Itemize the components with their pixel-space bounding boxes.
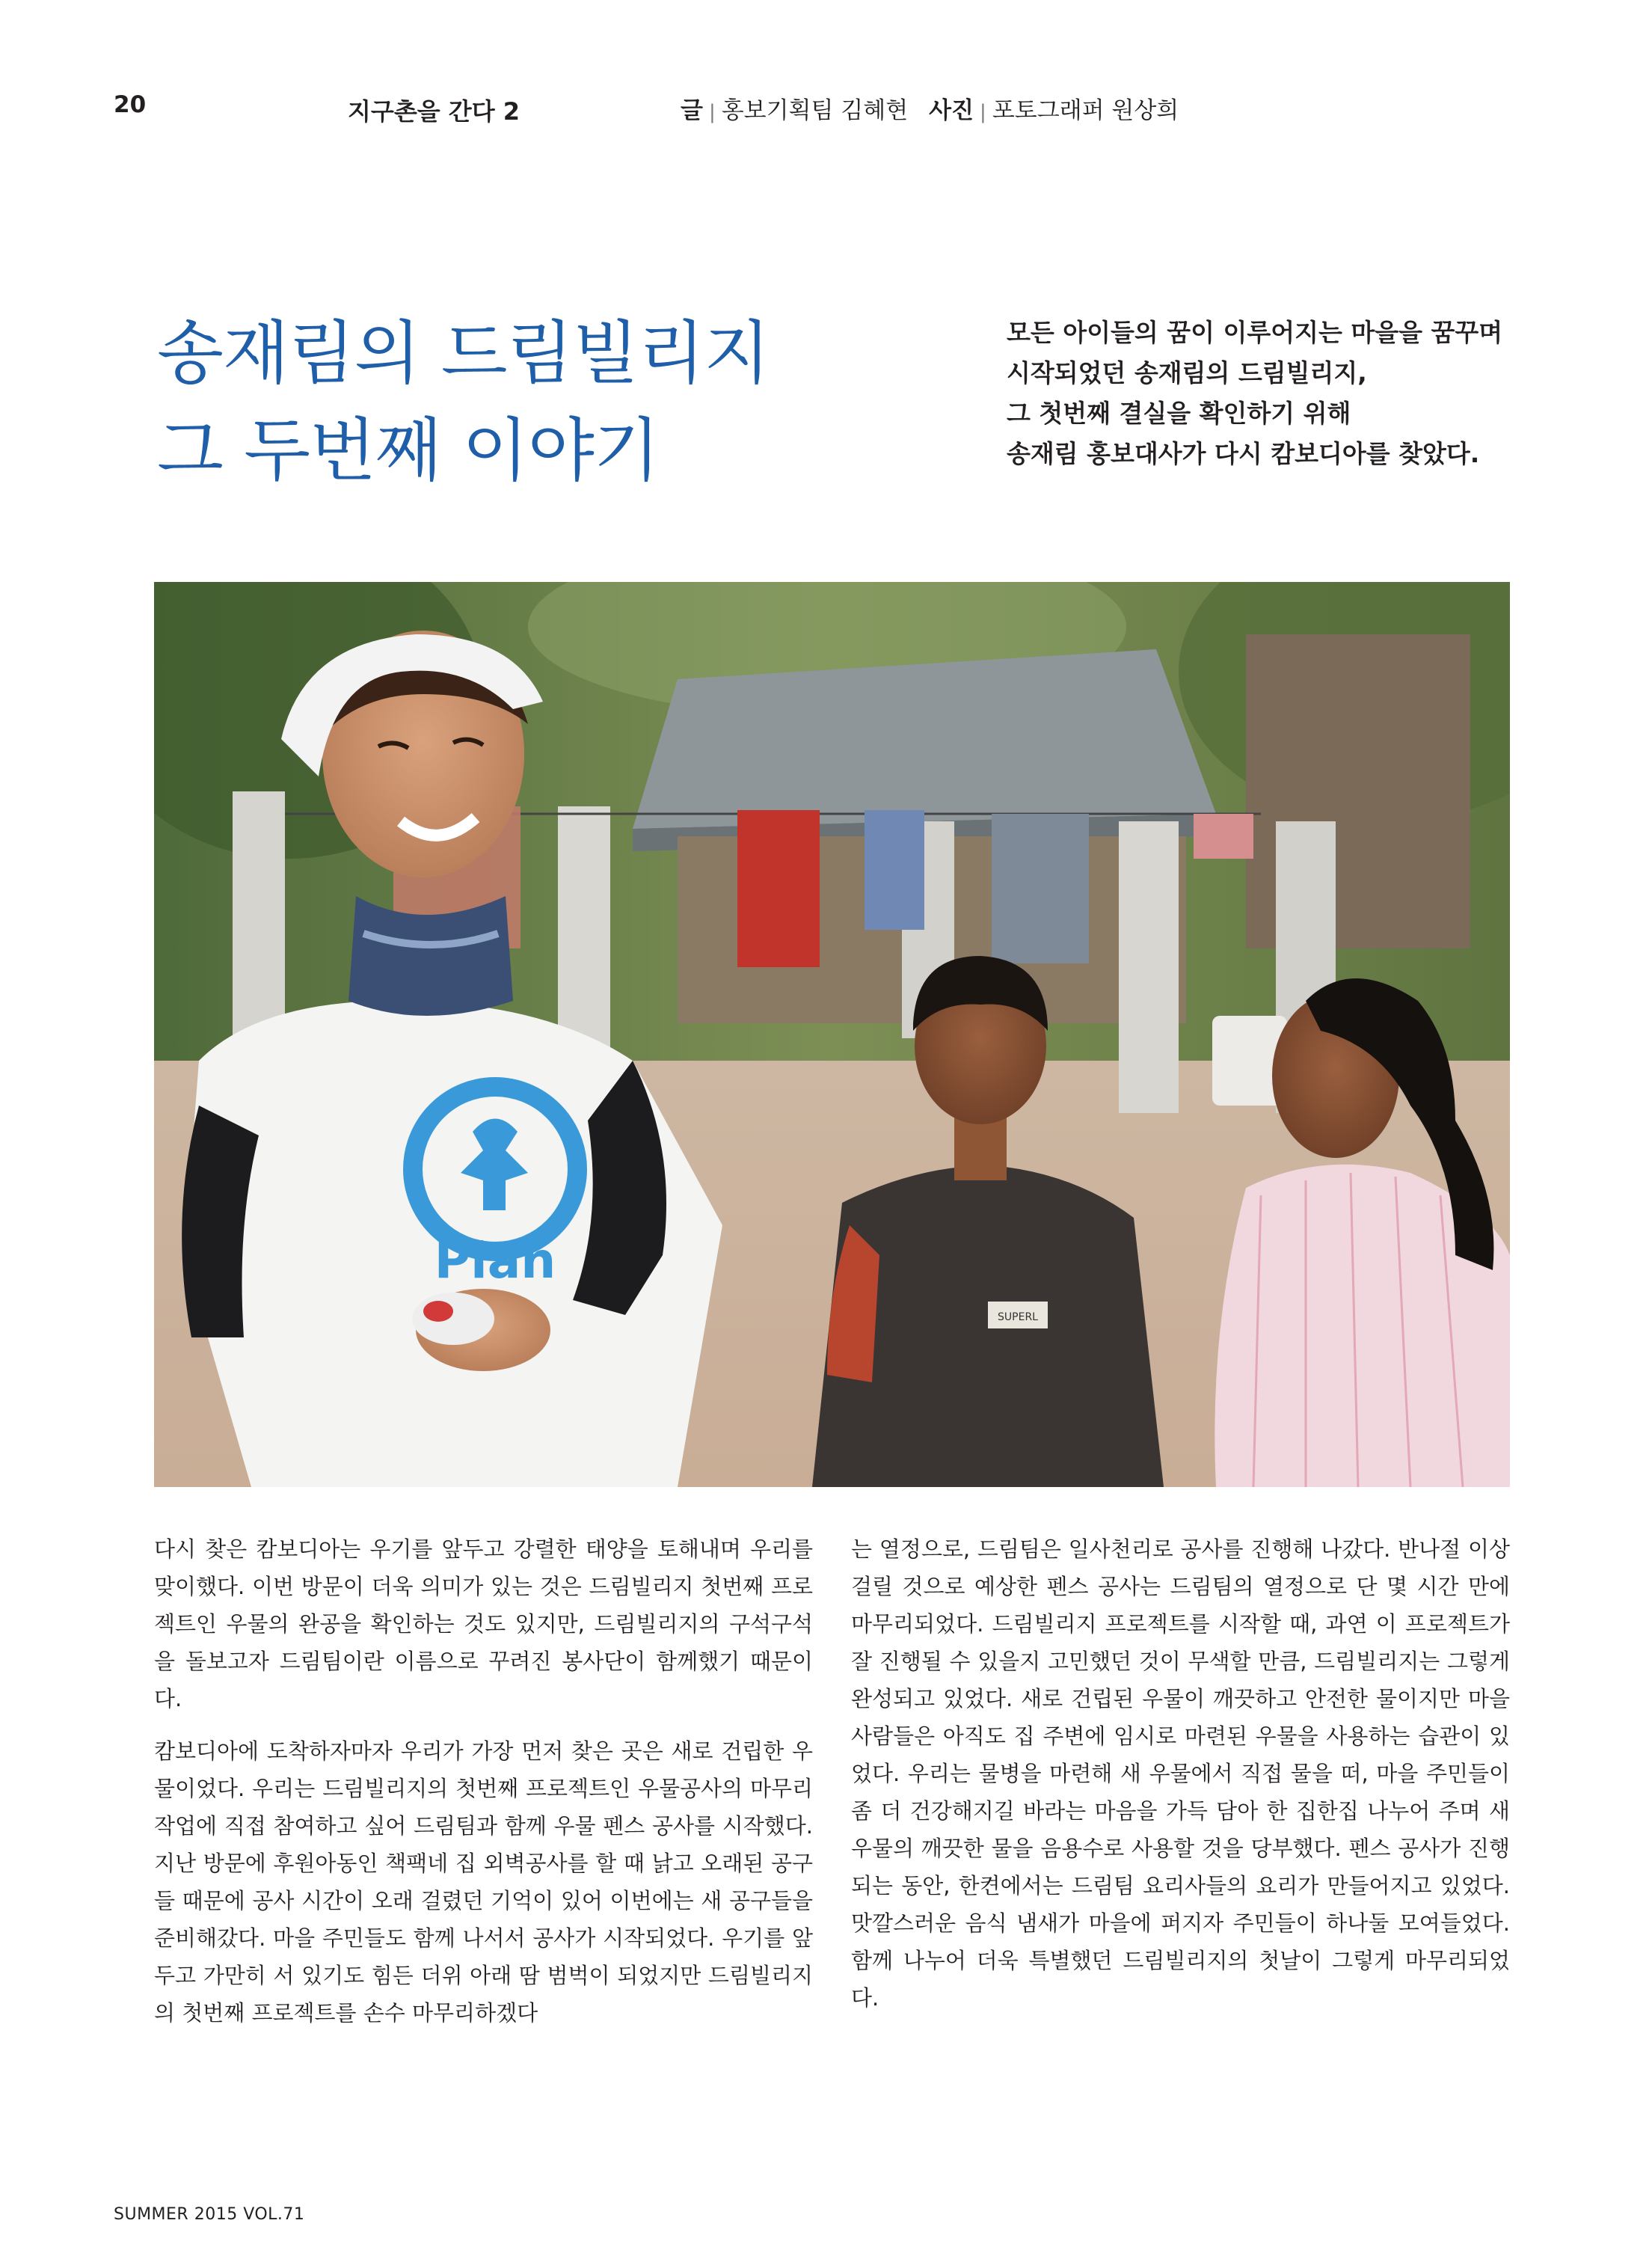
credit-separator: | xyxy=(980,101,986,123)
photographer-name: 포토그래퍼 원상희 xyxy=(992,97,1179,124)
feature-photo xyxy=(154,582,1510,1487)
article-title-line-1: 송재림의 드림빌리지 xyxy=(157,313,770,393)
page-number: 20 xyxy=(114,91,147,118)
lead-line-3: 그 첫번째 결실을 확인하기 위해 xyxy=(1007,399,1351,428)
lead-line-1: 모든 아이들의 꿈이 이루어지는 마을을 꿈꾸며 xyxy=(1007,318,1503,347)
body-paragraph-1: 다시 찾은 캄보디아는 우기를 앞두고 강렬한 태양을 토해내며 우리를 맞이했다. 이번 방문이 더욱 의미가 있는 것은 드림빌리지 첫번째 프로젝트인 우물의 완공을 확인하는 것도 있지만, 드림빌리지의 구석구석을 돌보고자 드림팀이란 이름으로 꾸려진 봉사단이 함께했기 때문이다. xyxy=(154,1536,813,1711)
lead-line-2: 시작되었던 송재림의 드림빌리지, xyxy=(1007,358,1367,387)
section-label: 지구촌을 간다 2 xyxy=(348,97,521,126)
issue-footer: SUMMER 2015 VOL.71 xyxy=(114,2205,305,2224)
body-column-right xyxy=(851,1530,1510,2032)
article-title xyxy=(157,305,890,500)
writer-label: 글 xyxy=(681,97,703,124)
lead-line-4: 송재림 홍보대사가 다시 캄보디아를 찾았다. xyxy=(1007,439,1480,468)
photo-label: 사진 xyxy=(929,97,974,124)
shirt-tag-text: SUPERL xyxy=(998,1311,1038,1323)
lead-paragraph xyxy=(1007,313,1545,474)
plan-logo-text: Plan xyxy=(434,1232,556,1290)
body-paragraph-3: 는 열정으로, 드림팀은 일사천리로 공사를 진행해 나갔다. 반나절 이상 걸릴 것으로 예상한 펜스 공사는 드림팀의 열정으로 단 몇 시간 만에 마무리되었다. 드림빌리지 프로젝트를 시작할 때, 과연 이 프로젝트가 잘 진행될 수 있을지 고민했던 것이 무색할 만큼, 드림빌리지는 그렇게 완성되고 있었다. 새로 건립된 우물이 깨끗하고 안전한 물이지만 마을 사람들은 아직도 집 주변에 임시로 마련된 우물을 사용하는 습관이 있었다. 우리는 물병을 마련해 새 우물에서 직접 물을 떠, 마을 주민들이 좀 더 건강해지길 바라는 마음을 가득 담아 한 집한집 나누어 주며 새 우물의 깨끗한 물을 음용수로 사용할 것을 당부했다. 펜스 공사가 진행되는 동안, 한켠에서는 드림팀 요리사들의 요리가 만들어지고 있었다. 맛깔스러운 음식 냄새가 마을에 퍼지자 주민들이 하나둘 모여들었다. 함께 나누어 더욱 특별했던 드림빌리지의 첫날이 그렇게 마무리되었다. xyxy=(851,1536,1510,2011)
credits xyxy=(681,91,1179,125)
article-title-line-2: 그 두번째 이야기 xyxy=(157,411,660,491)
body-column-left xyxy=(154,1530,813,2047)
credit-separator: | xyxy=(708,101,716,123)
body-paragraph-2: 캄보디아에 도착하자마자 우리가 가장 먼저 찾은 곳은 새로 건립한 우물이었다. 우리는 드림빌리지의 첫번째 프로젝트인 우물공사의 마무리 작업에 직접 참여하고 싶어 드림팀과 함께 우물 펜스 공사를 시작했다. 지난 방문에 후원아동인 책팩네 집 외벽공사를 할 때 낡고 오래된 공구들 때문에 공사 시간이 오래 걸렸던 기억이 있어 이번에는 새 공구들을 준비해갔다. 마을 주민들도 함께 나서서 공사가 시작되었다. 우기를 앞두고 가만히 서 있기도 힘든 더위 아래 땀 범벅이 되었지만 드림빌리지의 첫번째 프로젝트를 손수 마무리하겠다 xyxy=(154,1738,813,2026)
writer-name: 홍보기획팀 김혜현 xyxy=(721,97,909,124)
